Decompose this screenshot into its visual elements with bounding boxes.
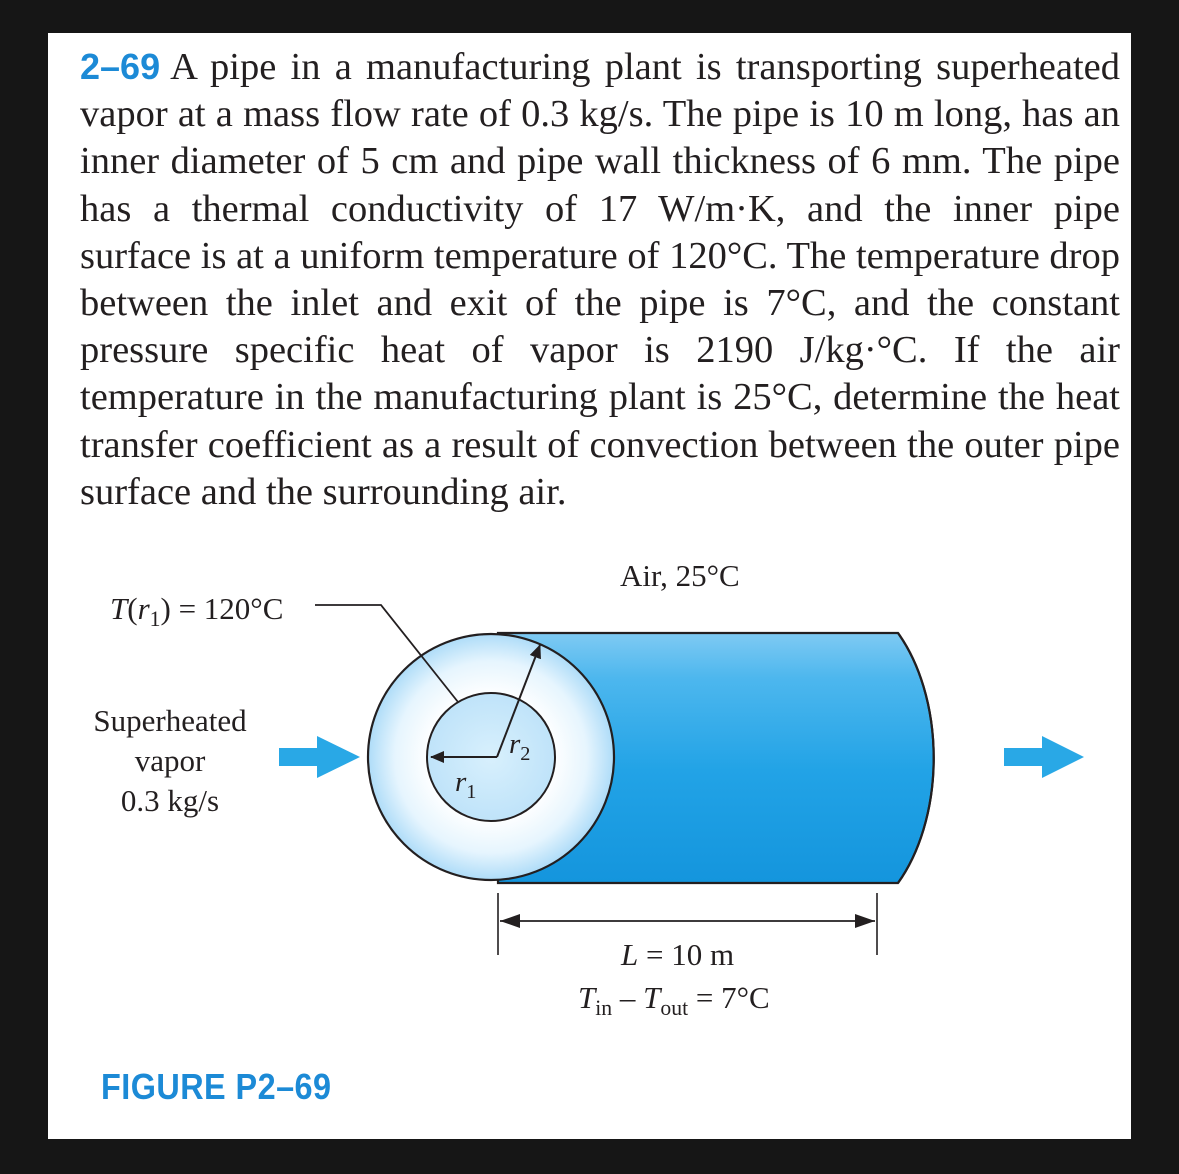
vapor-label: [90, 701, 250, 821]
inner-temp-T: T: [110, 591, 128, 626]
length-label: L = 10 m: [621, 937, 735, 972]
vapor-label-line1: Superheated: [93, 703, 247, 738]
problem-text: A pipe in a manufacturing plant is transporting superheated vapor at a mass flow rate of 0.3 kg/s. The pipe is 10 m long, has an inner diameter of 5 cm and pipe wall thickness of 6 mm. The pipe has a thermal conductivity of 17 W/m·K, and the inner pipe surface is at a uniform temperature of 120°C. The temperature drop between the inlet and exit of the pipe is 7°C, and the constant pressure specific heat of vapor is 2190 J/kg·°C. If the air temperature in the manufacturing plant is 25°C, determine the heat transfer coefficient as a result of convection between the outer pipe surface and the surrounding air.: [80, 46, 1120, 513]
vapor-label-line2: vapor: [134, 743, 206, 778]
inlet-arrow: [279, 736, 360, 778]
air-label: Air, 25°C: [620, 558, 740, 593]
inner-temp-sub: 1: [149, 607, 161, 632]
length-value: = 10 m: [638, 937, 735, 972]
temp-drop-sub-in: in: [595, 996, 613, 1021]
r2-label: [509, 730, 530, 764]
page: [48, 33, 1131, 1139]
temp-drop-minus: –: [612, 980, 644, 1015]
r1-r: r: [455, 766, 467, 798]
temp-drop-T2: T: [643, 980, 661, 1015]
figure-caption: FIGURE P2–69: [101, 1066, 332, 1107]
temp-drop-value: = 7°C: [688, 980, 770, 1015]
temp-drop-sub-out: out: [660, 996, 689, 1021]
r2-r: r: [509, 728, 521, 760]
inner-temp-label: $T(r_1) = 120^\circ C$: [110, 591, 284, 632]
outlet-arrow: [1004, 736, 1084, 778]
inner-temp-value: = 120°C: [178, 591, 284, 626]
r1-label: [455, 768, 476, 802]
r2-sub: 2: [520, 742, 531, 765]
temp-drop-label: [578, 982, 770, 1020]
r1-sub: 1: [466, 780, 477, 803]
inner-temp-r: r: [137, 591, 150, 626]
pipe-figure: [48, 33, 1131, 1139]
vapor-label-line3: 0.3 kg/s: [120, 783, 220, 818]
problem-number: 2–69: [80, 46, 161, 87]
temp-drop-T1: T: [578, 980, 596, 1015]
